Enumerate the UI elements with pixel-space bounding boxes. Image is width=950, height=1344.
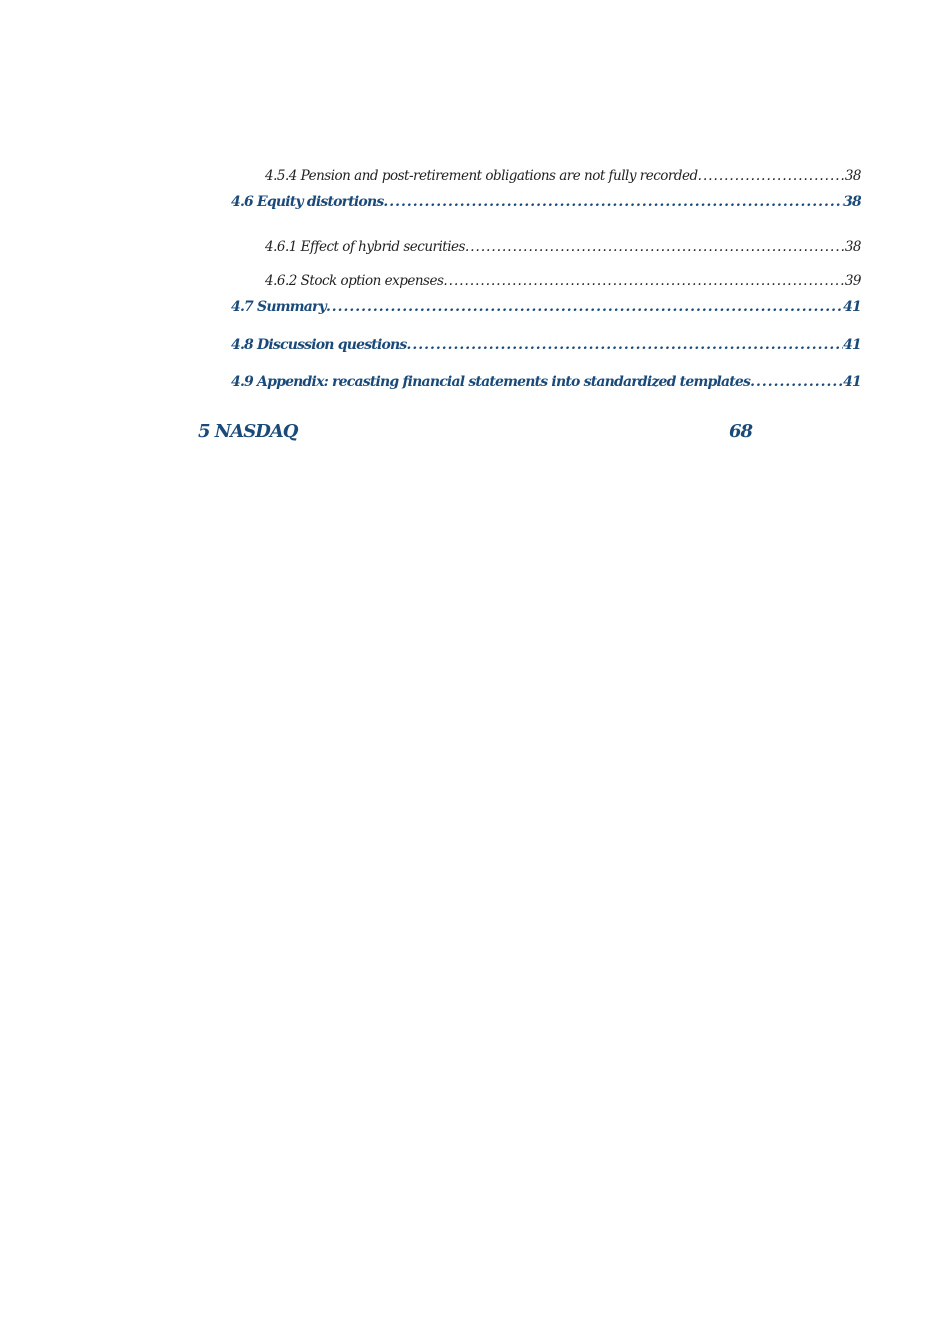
toc-entry-title: 4.9 Appendix: recasting financial statements into standardized templates: [231, 374, 751, 390]
toc-entry-page: 41: [843, 299, 861, 315]
toc-entry-title: 4.6 Equity distortions: [231, 194, 384, 210]
toc-entry-title: 4.7 Summary: [231, 299, 326, 315]
toc-entry-page: 38: [843, 194, 861, 210]
toc-chapter-5-title[interactable]: 5 NASDAQ: [198, 421, 298, 442]
toc-entry-page: 38: [844, 168, 861, 184]
toc-entry-4-8[interactable]: [231, 337, 861, 353]
dot-leader: [750, 374, 843, 390]
toc-entry-4-9[interactable]: [231, 374, 861, 390]
toc-entry-page: 39: [844, 273, 861, 289]
toc-entry-title: 4.6.1 Effect of hybrid securities: [265, 239, 465, 255]
toc-entry-4-7[interactable]: [231, 299, 861, 315]
toc-entry-title: 4.8 Discussion questions: [231, 337, 407, 353]
toc-entry-page: 41: [843, 374, 861, 390]
dot-leader: [443, 273, 844, 289]
dot-leader: [383, 194, 843, 210]
dot-leader: [326, 299, 843, 315]
dot-leader: [407, 337, 844, 353]
toc-entry-4-6-2[interactable]: [265, 273, 861, 289]
dot-leader: [698, 168, 845, 184]
toc-entry-title: 4.5.4 Pension and post-retirement obligations are not fully recorded: [265, 168, 698, 184]
toc-chapter-5-page: 68: [729, 421, 753, 442]
toc-entry-4-6[interactable]: [231, 194, 861, 210]
toc-entry-4-5-4[interactable]: [265, 168, 861, 184]
toc-entry-4-6-1[interactable]: [265, 239, 861, 255]
toc-entry-page: 38: [844, 239, 861, 255]
toc-entry-title: 4.6.2 Stock option expenses: [265, 273, 444, 289]
toc-entry-page: 41: [843, 337, 861, 353]
dot-leader: [465, 239, 845, 255]
